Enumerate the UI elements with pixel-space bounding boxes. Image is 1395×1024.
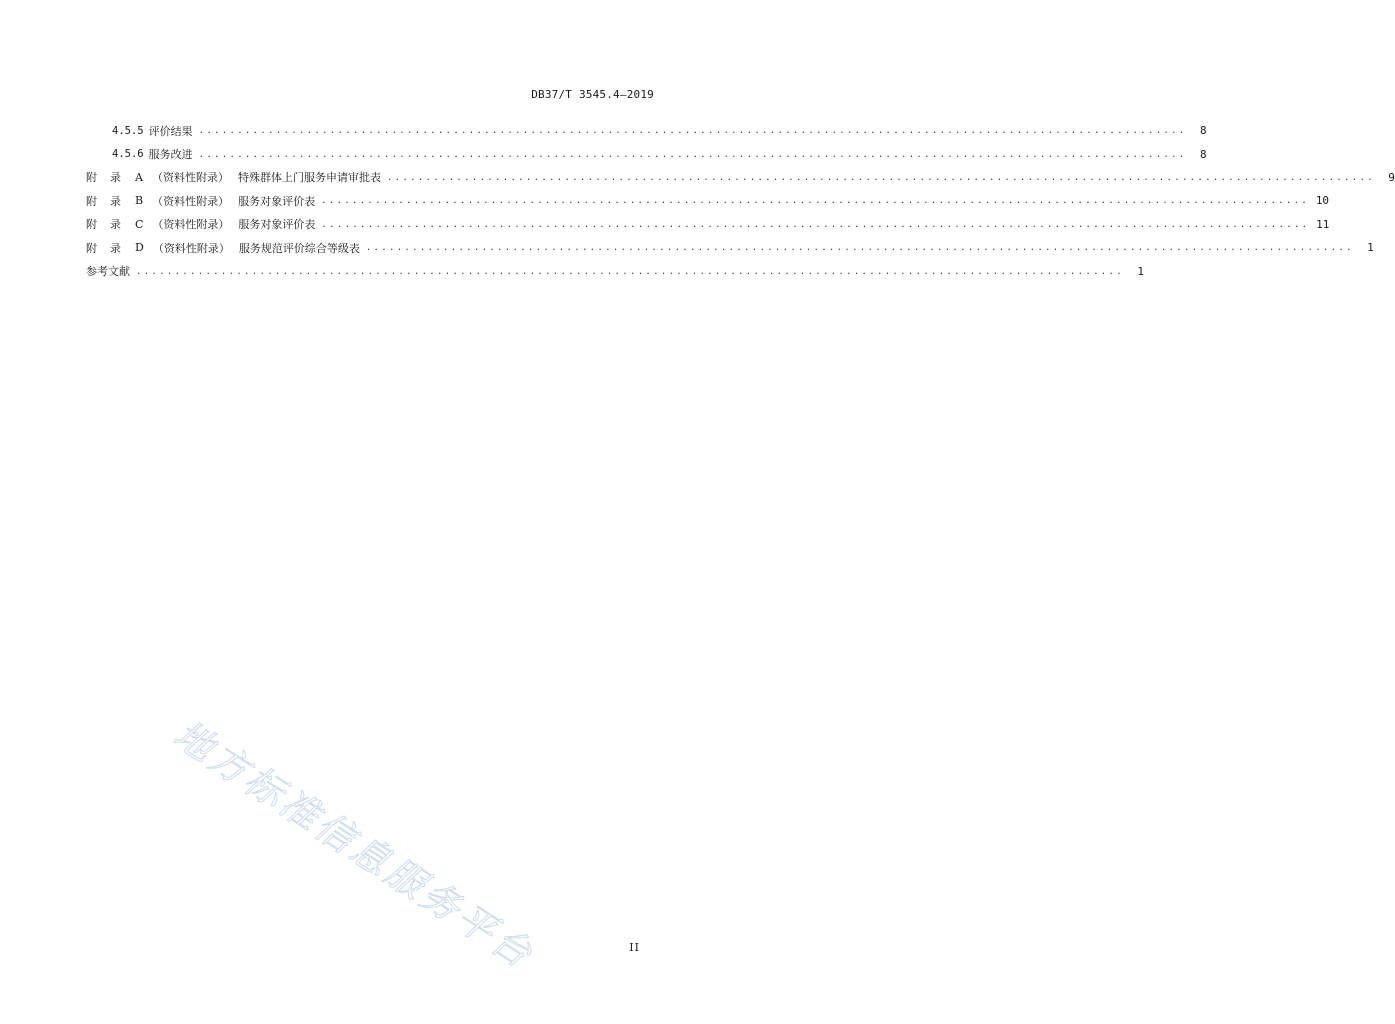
- table-of-contents: [86, 119, 1395, 283]
- toc-entry-4-5-5[interactable]: [86, 119, 1207, 142]
- appendix-type: （资料性附录）: [152, 241, 230, 255]
- toc-entry-label: [86, 193, 315, 209]
- toc-entry-label: [112, 146, 193, 162]
- toc-entry-title: 服务对象评价表: [238, 218, 316, 232]
- watermark: 地方标准信息服务平台: [166, 711, 543, 978]
- appendix-prefix-char-2: 录: [110, 218, 121, 232]
- appendix-prefix-char-1: 附: [86, 194, 97, 208]
- toc-entry-appendix-d[interactable]: [86, 236, 1374, 259]
- appendix-type: （资料性附录）: [151, 171, 229, 185]
- toc-page-number: 10: [1315, 194, 1330, 208]
- toc-leader-dots: ................................................................................................................................: [386, 172, 1375, 183]
- toc-section-number: 4.5.6: [112, 148, 144, 161]
- toc-leader-dots: ................................................................................................................................: [198, 149, 1187, 160]
- appendix-type: （资料性附录）: [152, 218, 230, 232]
- toc-entry-references[interactable]: [86, 259, 1144, 282]
- toc-page-number: 8: [1199, 124, 1207, 138]
- toc-entry-title: 服务对象评价表: [238, 194, 316, 208]
- appendix-prefix-char-2: 录: [110, 241, 121, 255]
- appendix-prefix: [86, 216, 121, 232]
- toc-page-number: 1: [1137, 264, 1144, 278]
- appendix-prefix-char-2: 录: [110, 194, 121, 208]
- appendix-letter: A: [135, 170, 143, 184]
- toc-entry-label: [86, 240, 360, 256]
- toc-page-number: 11: [1316, 217, 1330, 231]
- toc-page-number: 9: [1388, 170, 1395, 184]
- appendix-letter: B: [135, 194, 144, 208]
- appendix-letter: C: [135, 217, 144, 231]
- toc-entry-label: [112, 123, 193, 139]
- toc-entry-title: 服务规范评价综合等级表: [238, 241, 360, 255]
- toc-page-number: 1: [1367, 241, 1374, 255]
- toc-entry-label: [86, 263, 130, 279]
- toc-leader-dots: ................................................................................................................................: [136, 266, 1124, 277]
- toc-page-number: 8: [1199, 147, 1207, 161]
- appendix-letter: D: [135, 241, 144, 255]
- appendix-prefix-char-1: 附: [86, 171, 97, 185]
- toc-entry-4-5-6[interactable]: [86, 142, 1207, 165]
- toc-section-number: 4.5.5: [112, 124, 144, 137]
- appendix-prefix: [86, 169, 121, 185]
- toc-entry-label: [86, 216, 315, 232]
- appendix-prefix: [86, 240, 121, 256]
- toc-entry-title: 服务改进: [148, 148, 193, 162]
- toc-entry-appendix-c[interactable]: [86, 213, 1330, 236]
- toc-entry-label: [86, 169, 381, 185]
- appendix-prefix-char-1: 附: [86, 218, 97, 232]
- appendix-type: （资料性附录）: [152, 194, 230, 208]
- toc-leader-dots: ................................................................................................................................: [321, 196, 1310, 207]
- toc-leader-dots: ................................................................................................................................: [198, 126, 1187, 137]
- toc-entry-title: 评价结果: [148, 124, 193, 138]
- toc-entry-appendix-b[interactable]: [86, 189, 1330, 212]
- toc-leader-dots: ................................................................................................................................: [365, 243, 1354, 254]
- appendix-prefix-char-2: 录: [110, 171, 121, 185]
- appendix-prefix-char-1: 附: [86, 241, 97, 255]
- page-number: II: [629, 941, 640, 954]
- toc-leader-dots: ................................................................................................................................: [321, 219, 1310, 230]
- toc-entry-title: 特殊群体上门服务申请审批表: [237, 171, 381, 185]
- toc-entry-title: 参考文献: [86, 265, 130, 279]
- document-code: DB37/T 3545.4—2019: [531, 88, 654, 101]
- appendix-prefix: [86, 193, 121, 209]
- toc-entry-appendix-a[interactable]: [86, 166, 1395, 189]
